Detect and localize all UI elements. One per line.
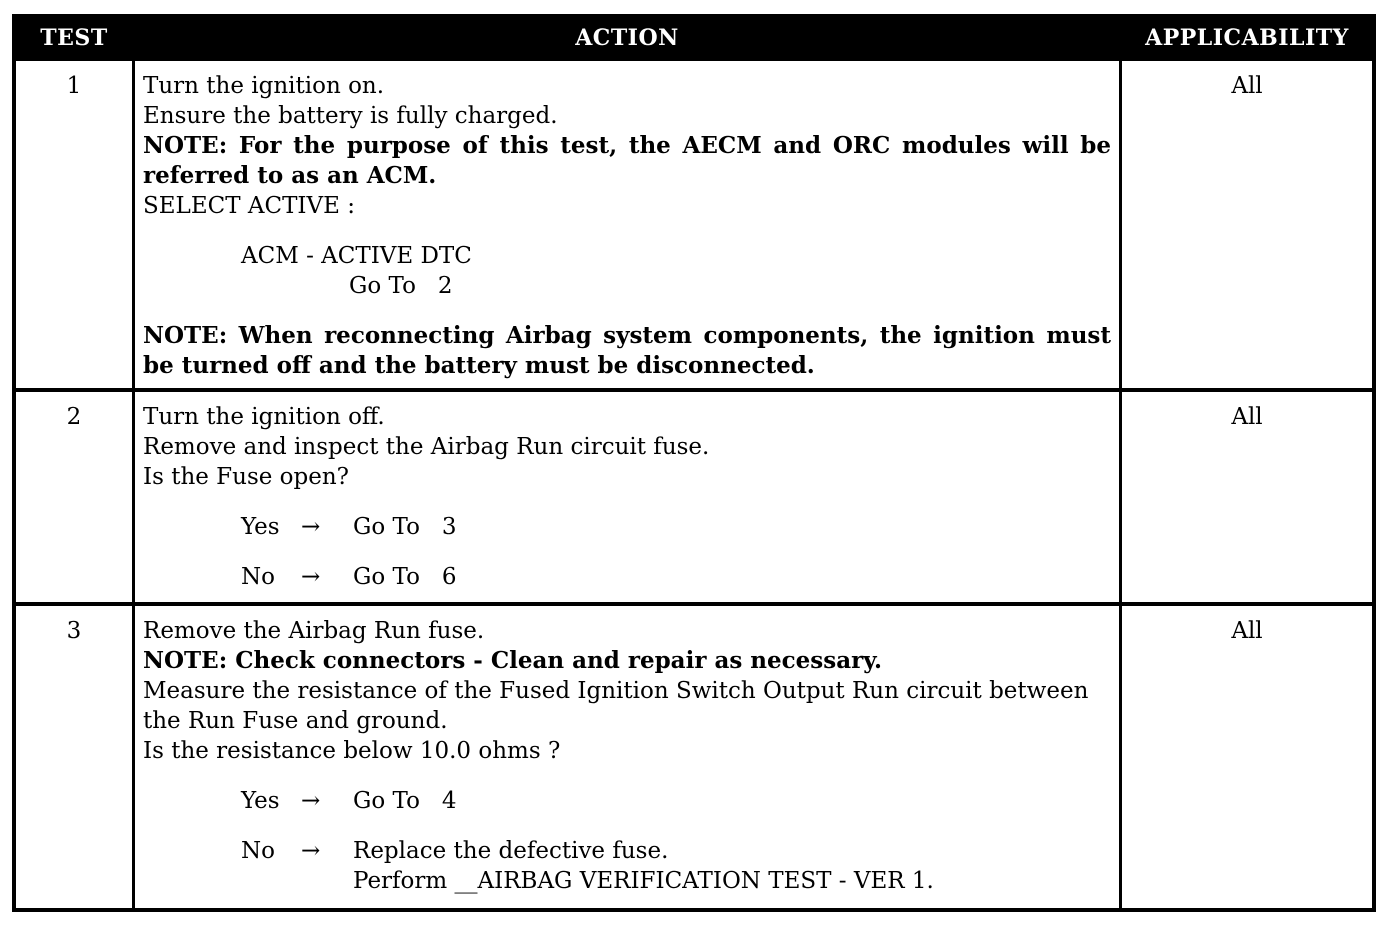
row-2-action: [135, 392, 1119, 602]
right-arrow-icon: →: [301, 788, 321, 814]
option-yes: [143, 786, 1111, 816]
row-1-test-number: 1: [16, 61, 132, 388]
action-line: Ensure the battery is fully charged.: [143, 103, 558, 129]
action-sub-item: ACM - ACTIVE DTC: [241, 243, 472, 269]
option-no: [143, 562, 1111, 592]
option-result: Go To 3: [353, 514, 457, 540]
option-result: [353, 836, 934, 896]
option-yes: [143, 512, 1111, 542]
action-line: Remove the Airbag Run fuse.: [143, 618, 485, 644]
diagnostic-table: [12, 14, 1376, 912]
option-result: Go To 4: [353, 788, 457, 814]
action-question: Is the Fuse open?: [143, 464, 350, 490]
row-1-applicability: All: [1122, 61, 1372, 388]
option-result-line: Perform __AIRBAG VERIFICATION TEST - VER 1.: [353, 868, 934, 894]
option-result: Go To 6: [353, 564, 457, 590]
row-3-applicability: All: [1122, 606, 1372, 908]
action-note: NOTE: For the purpose of this test, the AECM and ORC modules will be referred to as an ACM.: [143, 132, 1111, 189]
row-3-action: [135, 606, 1119, 908]
row-3-test-number: 3: [16, 606, 132, 908]
action-select: SELECT ACTIVE :: [143, 193, 355, 219]
option-label: Yes: [241, 788, 280, 814]
action-measure: Measure the resistance of the Fused Ignition Switch Output Run circuit between the Run Fuse and ground.: [143, 678, 1089, 734]
action-question: Is the resistance below 10.0 ohms ?: [143, 738, 561, 764]
right-arrow-icon: →: [301, 838, 321, 864]
action-note: NOTE: When reconnecting Airbag system components, the ignition must be turned off and the battery must be disconnected.: [143, 322, 1111, 379]
row-2-test-number: 2: [16, 392, 132, 602]
action-note: NOTE: Check connectors - Clean and repair as necessary.: [143, 647, 882, 674]
option-label: No: [241, 564, 275, 590]
row-2-applicability: All: [1122, 392, 1372, 602]
action-goto: Go To 2: [349, 273, 453, 299]
option-result-line: Replace the defective fuse.: [353, 838, 669, 864]
row-1-action: [135, 61, 1119, 388]
header-action: ACTION: [575, 25, 679, 51]
right-arrow-icon: →: [301, 564, 321, 590]
action-line: Turn the ignition off.: [143, 404, 385, 430]
header-test: TEST: [40, 25, 108, 51]
header-applicability: APPLICABILITY: [1145, 25, 1349, 51]
option-label: Yes: [241, 514, 280, 540]
option-label: No: [241, 838, 275, 864]
action-line: Turn the ignition on.: [143, 73, 385, 99]
right-arrow-icon: →: [301, 514, 321, 540]
action-line: Remove and inspect the Airbag Run circuit fuse.: [143, 434, 710, 460]
option-no: [143, 836, 1111, 896]
